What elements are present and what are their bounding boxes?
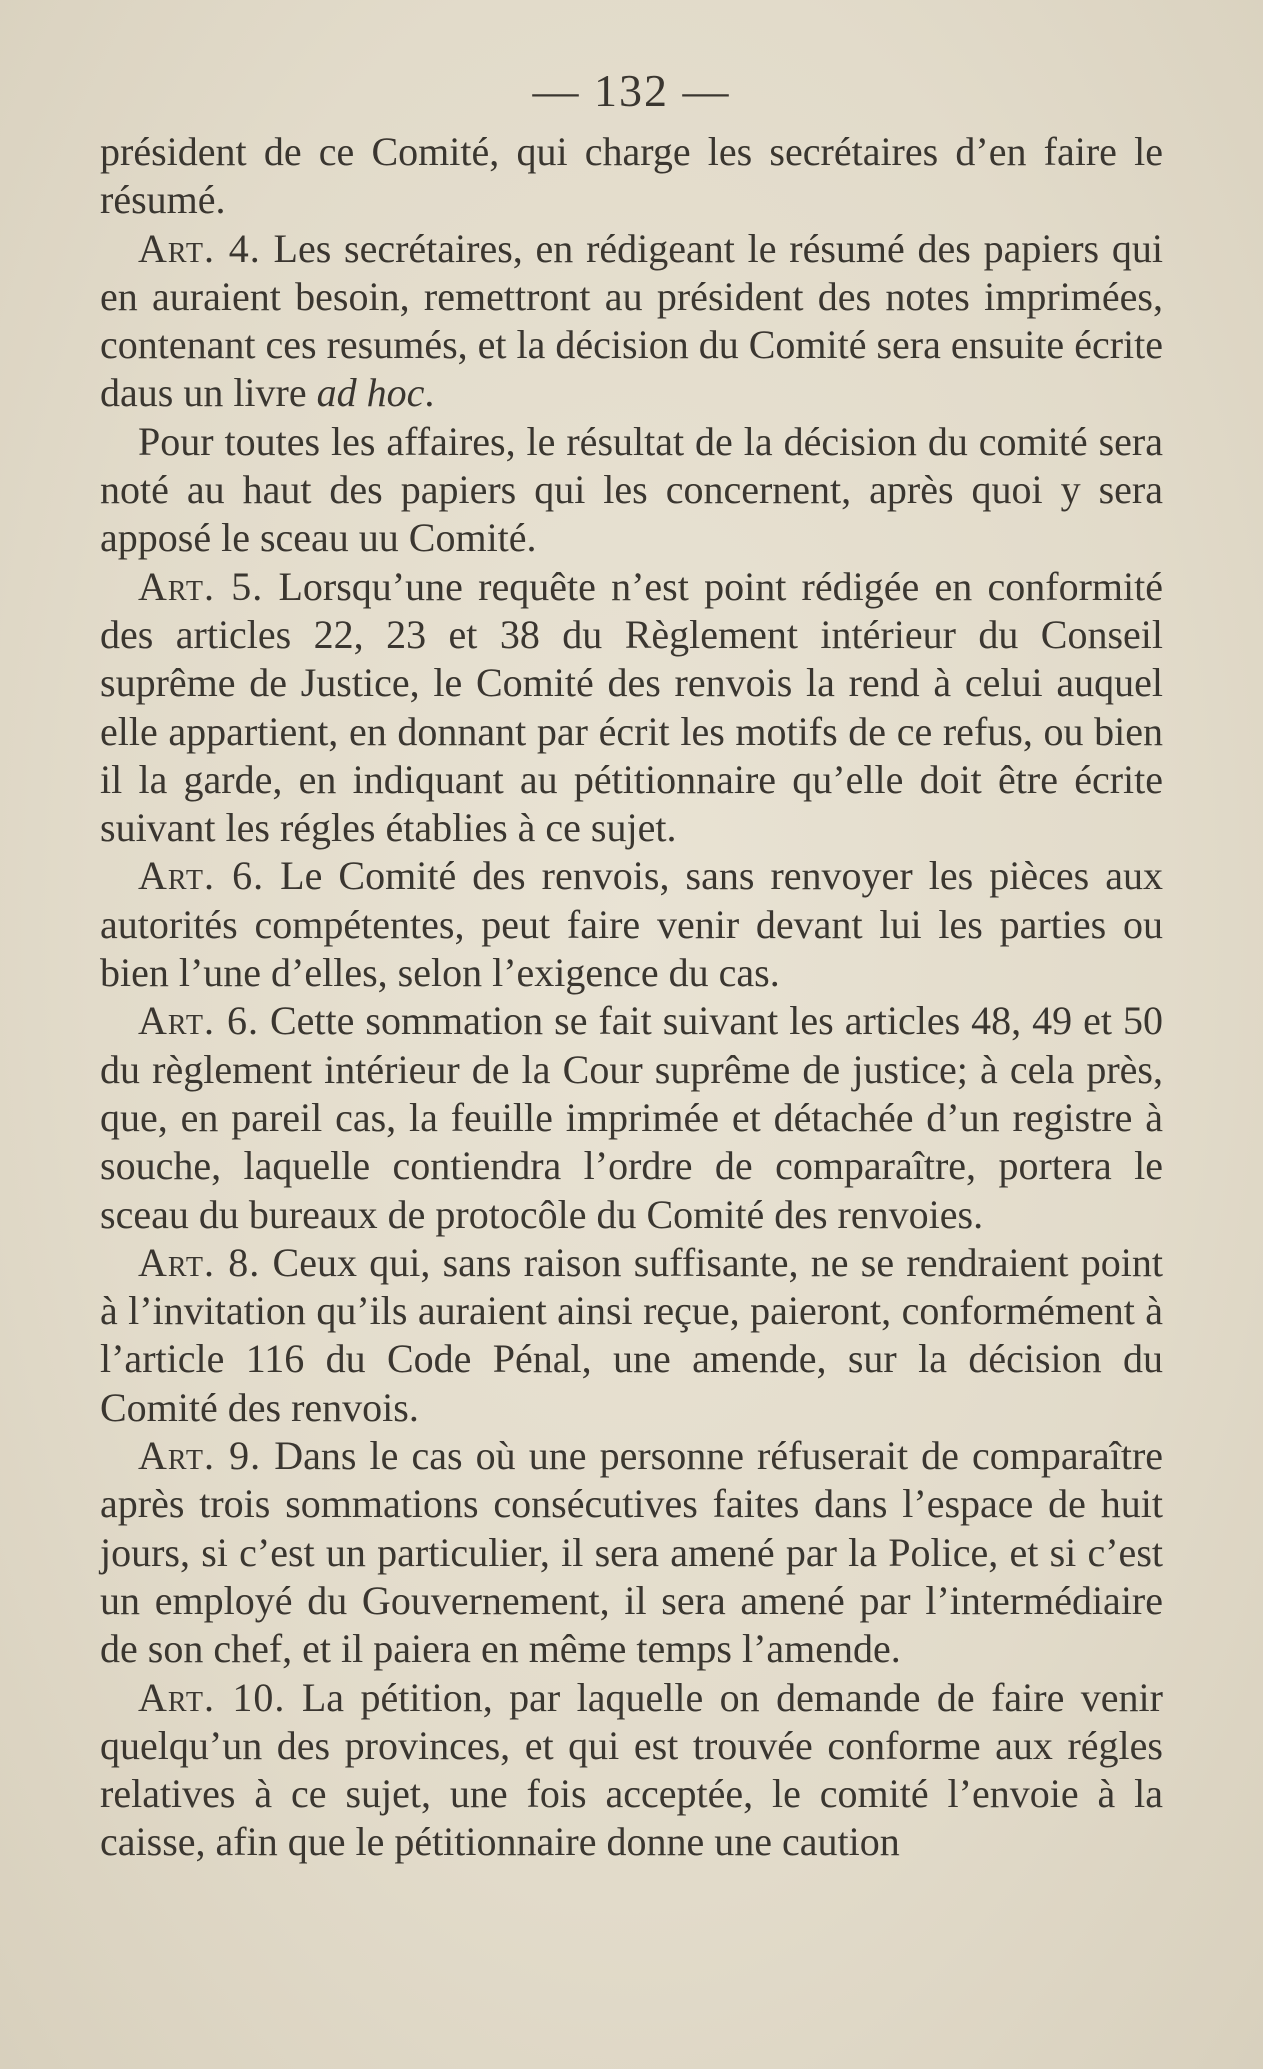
paragraph-text: Pour toutes les affaires, le résultat de la décision du comité sera noté au haut des papiers qui les concernent, après quoi y sera apposé le sceau uu Comité. (100, 418, 1163, 561)
article-label: Art. 6. (138, 998, 259, 1044)
paragraph-text: Le Comité des renvois, sans renvoyer les pièces aux autorités compétentes, peut faire venir devant lui les parties ou bien l’une d’elles, selon l’exigence du cas. (100, 853, 1164, 996)
article-label: Art. 10. (138, 1674, 286, 1720)
article-9 (100, 1432, 1163, 1673)
article-5 (100, 563, 1163, 853)
paragraph-text: Lorsqu’une requête n’est point rédigée en conformité des articles 22, 23 et 38 du Règlement intérieur du Conseil suprême de Justice, le Comité des renvois la rend à celui auquel elle appartient, en donnant par écrit les motifs de ce refus, ou bien il la garde, en indiquant au pétitionnaire qu’elle doit être écrite suivant les régles établies à ce sujet. (100, 563, 1163, 851)
article-label: Art. 6. (138, 853, 265, 899)
article-7 (100, 997, 1163, 1238)
article-10 (100, 1674, 1163, 1867)
article-label: Art. 5. (138, 563, 264, 609)
paragraph-text: Les secrétaires, en rédigeant le résumé des papiers qui en auraient besoin, remettront au président des notes imprimées, contenant ces resumés, et la décision du Comité sera ensuite écrite daus un livre (100, 225, 1164, 416)
body-text (100, 128, 1163, 1867)
article-label: Art. 4. (138, 225, 261, 271)
article-8 (100, 1239, 1163, 1432)
paragraph-text: Ceux qui, sans raison suffisante, ne se rendraient point à l’invitation qu’ils auraient ainsi reçue, paieront, conformément à l’article 116 du Code Pénal, une amende, sur la décision du Comité des renvois. (100, 1239, 1164, 1430)
paragraph-affaires (100, 418, 1163, 563)
article-label: Art. 9. (138, 1433, 262, 1479)
paragraph-text: président de ce Comité, qui charge les secrétaires d’en faire le résumé. (100, 129, 1163, 223)
paragraph-continuation (100, 128, 1163, 225)
article-label: Art. 8. (138, 1239, 261, 1285)
paragraph-text: Cette sommation se fait suivant les articles 48, 49 et 50 du règlement intérieur de la Cour suprême de justice; à cela près, que, en pareil cas, la feuille imprimée et détachée d’un registre à souche, laquelle contiendra l’ordre de comparaître, portera le sceau du bureaux de protocôle du Comité des renvoies. (100, 998, 1163, 1237)
paragraph-text: Dans le cas où une personne réfuserait de comparaître après trois sommations consécutives faites dans l’espace de huit jours, si c’est un particulier, il sera amené par la Police, et si c’est un employé du Gouvernement, il sera amené par l’intermédiaire de son chef, et il paiera en même temps l’amende. (100, 1433, 1164, 1672)
italic-phrase: ad hoc (316, 370, 425, 416)
article-6 (100, 852, 1163, 997)
article-4 (100, 225, 1163, 418)
paragraph-end: . (424, 370, 435, 416)
page-number: — 132 — (532, 65, 731, 116)
paragraph-text: La pétition, par laquelle on demande de faire venir quelqu’un des provinces, et qui est trouvée conforme aux régles relatives à ce sujet, une fois acceptée, le comité l’envoie à la caisse, afin que le pétitionnaire donne une caution (100, 1674, 1163, 1865)
